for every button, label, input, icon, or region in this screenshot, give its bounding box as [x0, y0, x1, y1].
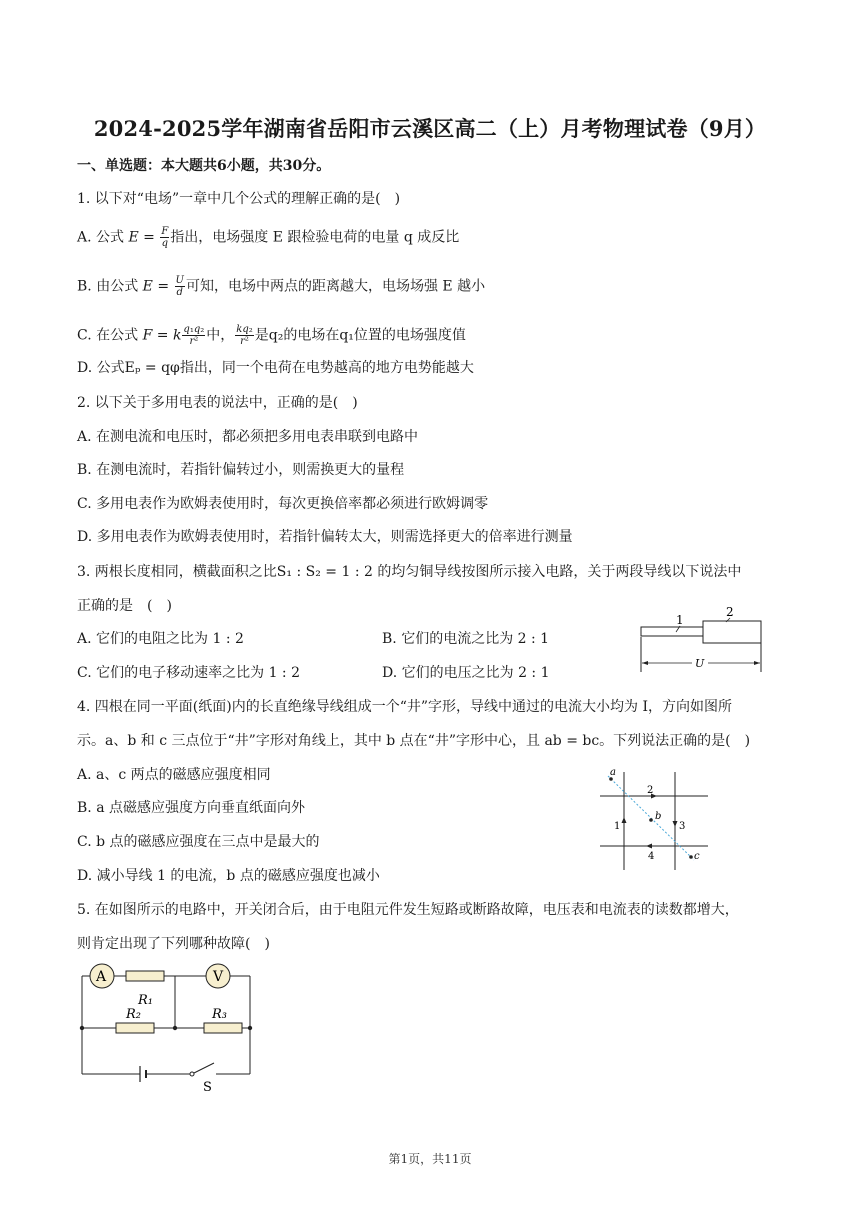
svg-text:4: 4 — [648, 851, 655, 862]
question-1-option-d: D. 公式Eₚ = qφ指出，同一个电荷在电势越高的地方电势能越大 — [77, 360, 474, 376]
page-title: 2024-2025学年湖南省岳阳市云溪区高二（上）月考物理试卷（9月） — [93, 116, 767, 141]
question-4-option-b: B. a 点磁感应强度方向垂直纸面向外 — [77, 800, 305, 816]
question-3-option-b: B. 它们的电流之比为 2 : 1 — [382, 631, 550, 647]
arrow-wire-4 — [646, 844, 652, 849]
point-c — [689, 855, 693, 859]
ammeter-label: A — [96, 969, 107, 985]
switch — [194, 1063, 214, 1073]
question-3-stem-line1: 3. 两根长度相同，横截面积之比S₁ : S₂ = 1 : 2 的均匀铜导线按图所示接入电路，关于两段导线以下说法中 — [77, 564, 742, 580]
question-4-stem-line1: 4. 四根在同一平面(纸面)内的长直绝缘导线组成一个“井”字形，导线中通过的电流大小均为 I，方向如图所 — [77, 699, 733, 715]
r3-label: R₃ — [212, 1007, 227, 1022]
svg-text:b: b — [655, 811, 662, 822]
question-2-option-b: B. 在测电流时，若指针偏转过小，则需换更大的量程 — [77, 462, 405, 478]
question-1-option-b: B. 由公式 E = $\frac{U}{d}$ 可知，电场中两点的距离越大，电场场强 E 越小 — [77, 275, 486, 298]
question-1-option-c: C. 在公式 F = k $\frac{\text{q₁q₂}}{\text{r²}}$ 中， $\frac{\text{kq₂}}{\text{r²}}$ 是q₂的电场在q₁位置的电场强度值 — [77, 324, 466, 347]
svg-text:1: 1 — [614, 821, 621, 832]
question-3-option-a: A. 它们的电阻之比为 1 : 2 — [77, 631, 244, 647]
arrow-wire-3 — [673, 821, 678, 827]
svg-text:3: 3 — [679, 821, 686, 832]
question-2-option-a: A. 在测电流和电压时，都必须把多用电表串联到电路中 — [77, 429, 419, 445]
voltmeter-label: V — [213, 969, 224, 985]
section-heading: 一、单选题：本大题共6小题，共30分。 — [77, 158, 331, 174]
wire-1-label: 1 — [676, 613, 684, 627]
question-4-figure — [590, 764, 716, 874]
svg-text:c: c — [694, 851, 700, 862]
voltage-label: U — [695, 657, 705, 670]
question-3-option-d: D. 它们的电压之比为 2 : 1 — [382, 665, 550, 681]
question-1-stem: 1. 以下对“电场”一章中几个公式的理解正确的是( ) — [77, 191, 401, 207]
r2-label: R₂ — [126, 1007, 141, 1022]
resistor-r1 — [126, 971, 164, 981]
question-5-circuit-figure — [76, 960, 262, 1096]
question-5-stem-line1: 5. 在如图所示的电路中，开关闭合后，由于电阻元件发生短路或断路故障，电压表和电流表的读数都增大， — [77, 902, 739, 918]
arrow-wire-1 — [622, 817, 627, 823]
question-4-stem-line2: 示。a、b 和 c 三点位于“井”字形对角线上，其中 b 点在“井”字形中心，且 ab = bc。下列说法正确的是( ) — [77, 733, 751, 749]
page-footer: 第1页，共11页 — [388, 1152, 472, 1166]
thick-wire-2 — [703, 621, 761, 643]
thin-wire-1 — [641, 627, 703, 636]
question-3-figure — [636, 604, 768, 674]
question-4-option-a: A. a、c 两点的磁感应强度相同 — [77, 767, 271, 783]
question-2-option-d: D. 多用电表作为欧姆表使用时，若指针偏转太大，则需选择更大的倍率进行测量 — [77, 529, 573, 545]
question-4-option-d: D. 减小导线 1 的电流，b 点的磁感应强度也减小 — [77, 868, 380, 884]
svg-text:a: a — [610, 767, 616, 778]
question-1-option-a: A. 公式 E = $\frac{F}{q}$ 指出，电场强度 E 跟检验电荷的电量 q 成反比 — [77, 226, 460, 249]
question-3-option-c: C. 它们的电子移动速率之比为 1 : 2 — [77, 665, 300, 681]
wire-2-label: 2 — [726, 605, 734, 619]
question-5-stem-line2: 则肯定出现了下列哪种故障( ) — [77, 936, 270, 952]
resistor-r3 — [204, 1023, 242, 1033]
r1-label: R₁ — [138, 993, 153, 1008]
resistor-r2 — [116, 1023, 154, 1033]
question-2-option-c: C. 多用电表作为欧姆表使用时，每次更换倍率都必须进行欧姆调零 — [77, 496, 489, 512]
question-4-option-c: C. b 点的磁感应强度在三点中是最大的 — [77, 834, 320, 850]
question-3-stem-line2: 正确的是 ( ) — [77, 598, 172, 614]
point-b — [649, 818, 653, 822]
question-2-stem: 2. 以下关于多用电表的说法中，正确的是( ) — [77, 395, 358, 411]
switch-label: S — [203, 1080, 212, 1095]
svg-text:2: 2 — [647, 785, 654, 796]
